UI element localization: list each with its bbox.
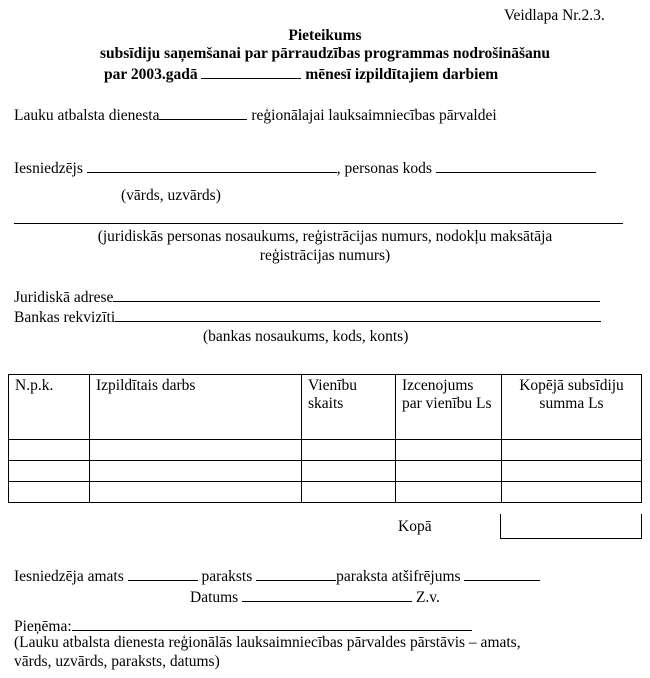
personal-code-field[interactable]: [436, 158, 596, 173]
legal-entity-hint-2: reģistrācijas numurs): [259, 247, 391, 264]
header-work-done: Izpildītais darbs: [90, 375, 302, 440]
header-npk: N.p.k.: [9, 375, 90, 440]
table-cell[interactable]: [396, 461, 502, 482]
table-cell[interactable]: [302, 461, 396, 482]
date-label: Datums: [190, 589, 239, 606]
addressee-prefix: Lauku atbalsta dienesta: [14, 107, 160, 124]
regional-office-field[interactable]: [159, 105, 247, 120]
name-hint: (vārds, uzvārds): [121, 187, 221, 204]
header-unit-price: Izcenojums par vienību Ls: [396, 375, 502, 440]
bank-details-label: Bankas rekvizīti: [14, 309, 116, 326]
table-cell[interactable]: [396, 440, 502, 461]
seal-label: Z.v.: [415, 589, 440, 606]
header-unit-count: Vienību skaits: [302, 375, 396, 440]
table-cell[interactable]: [9, 482, 90, 503]
applicant-line: [14, 158, 596, 178]
decode-field[interactable]: [464, 566, 540, 581]
work-table: [8, 374, 642, 503]
table-header-row: [9, 375, 642, 440]
signature-label: paraksts: [201, 568, 253, 585]
addressee-suffix: reģionālajai lauksaimniecības pārvaldei: [251, 107, 497, 124]
total-label: Kopā: [398, 518, 432, 535]
legal-address-label: Juridiskā adrese: [14, 289, 114, 306]
bank-hint: (bankas nosaukums, kods, konts): [203, 328, 409, 345]
form-subtitle: subsīdiju saņemšanai par pārraudzības programmas nodrošināšanu: [99, 45, 551, 62]
applicant-label: Iesniedzējs: [14, 160, 83, 177]
form-number: Veidlapa Nr.2.3.: [504, 7, 605, 24]
date-line: [190, 587, 440, 607]
legal-entity-hint-1: (juridiskās personas nosaukums, reģistrācijas numurs, nodokļu maksātāja: [97, 228, 553, 245]
table-row: [9, 482, 642, 503]
accepted-line: [14, 616, 472, 636]
table-cell[interactable]: [502, 482, 642, 503]
legal-address-line: [14, 287, 600, 307]
bank-details-field[interactable]: [115, 307, 601, 322]
period-suffix: mēnesī izpildītajiem darbiem: [305, 66, 499, 83]
bank-details-line: [14, 307, 601, 327]
personal-code-label: , personas kods: [336, 160, 432, 177]
decode-label: paraksta atšifrējums: [336, 568, 461, 585]
table-cell[interactable]: [90, 440, 302, 461]
position-field[interactable]: [128, 566, 198, 581]
table-cell[interactable]: [502, 440, 642, 461]
addressee-line: [14, 105, 497, 125]
total-field[interactable]: [500, 514, 642, 539]
legal-address-field[interactable]: [113, 287, 600, 302]
table-cell[interactable]: [90, 461, 302, 482]
period-prefix: par 2003.gadā: [104, 66, 198, 83]
legal-entity-field[interactable]: [14, 223, 623, 224]
signature-line: [14, 566, 540, 586]
applicant-name-field[interactable]: [87, 158, 337, 173]
table-cell[interactable]: [502, 461, 642, 482]
month-field[interactable]: [201, 64, 301, 79]
date-field[interactable]: [242, 587, 412, 602]
table-cell[interactable]: [90, 482, 302, 503]
accepted-hint-1: (Lauku atbalsta dienesta reģionālās lauksaimniecības pārvaldes pārstāvis – amats,: [14, 634, 521, 651]
table-cell[interactable]: [9, 440, 90, 461]
table-cell[interactable]: [396, 482, 502, 503]
table-row: [9, 440, 642, 461]
position-label: Iesniedzēja amats: [14, 568, 124, 585]
accepted-label: Pieņēma:: [14, 618, 72, 635]
table-cell[interactable]: [302, 440, 396, 461]
form-period-line: [104, 64, 498, 84]
accepted-field[interactable]: [72, 616, 472, 631]
header-total-subsidy: Kopējā subsīdiju summa Ls: [502, 375, 642, 440]
signature-field[interactable]: [256, 566, 336, 581]
table-row: [9, 461, 642, 482]
table-cell[interactable]: [302, 482, 396, 503]
table-cell[interactable]: [9, 461, 90, 482]
form-title: Pieteikums: [288, 27, 362, 44]
accepted-hint-2: vārds, uzvārds, paraksts, datums): [14, 653, 220, 670]
